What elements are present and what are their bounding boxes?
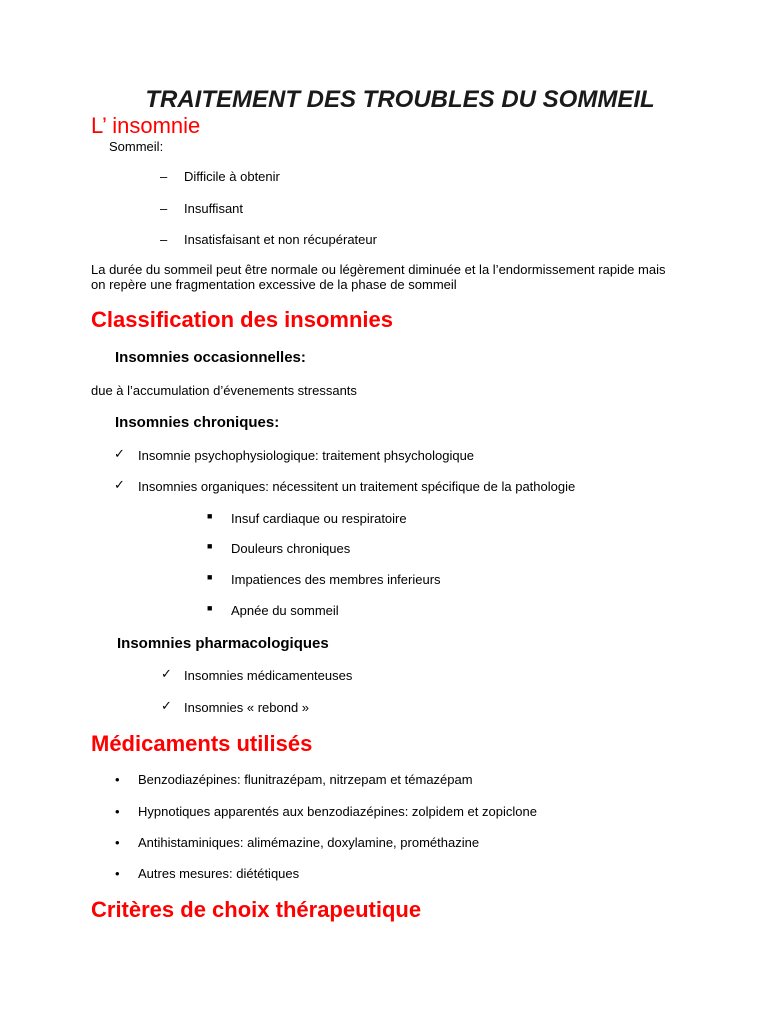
subheading-pharmacologiques: Insomnies pharmacologiques bbox=[117, 635, 329, 652]
checkmark-icon: ✓ bbox=[114, 477, 125, 492]
square-bullet-icon: ■ bbox=[207, 511, 213, 521]
list-item: Insomnies « rebond » bbox=[184, 700, 310, 715]
list-item: Insuffisant bbox=[184, 201, 244, 216]
round-bullet-icon: • bbox=[115, 804, 120, 819]
square-bullet-icon: ■ bbox=[207, 572, 213, 582]
section-heading-insomnie: L’ insomnie bbox=[91, 113, 201, 138]
dash-bullet: – bbox=[160, 169, 168, 184]
subheading-occasionnelles: Insomnies occasionnelles: bbox=[115, 349, 306, 366]
square-bullet-icon: ■ bbox=[207, 541, 213, 551]
dash-bullet: – bbox=[160, 201, 168, 216]
document-title: TRAITEMENT DES TROUBLES DU SOMMEIL bbox=[145, 86, 655, 113]
round-bullet-icon: • bbox=[115, 835, 120, 850]
list-item: Apnée du sommeil bbox=[231, 603, 339, 618]
section-heading-classification: Classification des insomnies bbox=[91, 307, 393, 332]
square-bullet-icon: ■ bbox=[207, 603, 213, 613]
list-item: Benzodiazépines: flunitrazépam, nitrzepam et témazépam bbox=[138, 772, 473, 787]
section-heading-medicaments: Médicaments utilisés bbox=[91, 731, 313, 756]
checkmark-icon: ✓ bbox=[161, 698, 172, 713]
paragraph-line: La durée du sommeil peut être normale ou légèrement diminuée et la l’endormissement rapide mais bbox=[91, 262, 666, 277]
checkmark-icon: ✓ bbox=[114, 446, 125, 461]
paragraph-line: on repère une fragmentation excessive de la phase de sommeil bbox=[91, 277, 457, 292]
list-item: Insuf cardiaque ou respiratoire bbox=[231, 511, 407, 526]
list-item: Impatiences des membres inferieurs bbox=[231, 572, 441, 587]
section-heading-criteres: Critères de choix thérapeutique bbox=[91, 897, 422, 922]
list-item: Antihistaminiques: alimémazine, doxylamine, prométhazine bbox=[138, 835, 480, 850]
round-bullet-icon: • bbox=[115, 772, 120, 787]
checkmark-icon: ✓ bbox=[161, 666, 172, 681]
dash-bullet: – bbox=[160, 232, 168, 247]
list-item: Insatisfaisant et non récupérateur bbox=[184, 232, 377, 247]
paragraph-line: due à l’accumulation d’évenements stressants bbox=[91, 383, 357, 398]
list-item: Douleurs chroniques bbox=[231, 541, 351, 556]
list-item: Insomnies organiques: nécessitent un traitement spécifique de la pathologie bbox=[138, 479, 576, 494]
round-bullet-icon: • bbox=[115, 866, 120, 881]
list-item: Autres mesures: diététiques bbox=[138, 866, 300, 881]
list-item: Difficile à obtenir bbox=[184, 169, 280, 184]
sommeil-label: Sommeil: bbox=[109, 139, 164, 154]
list-item: Hypnotiques apparentés aux benzodiazépines: zolpidem et zopiclone bbox=[138, 804, 537, 819]
subheading-chroniques: Insomnies chroniques: bbox=[115, 414, 280, 431]
list-item: Insomnie psychophysiologique: traitement phsychologique bbox=[138, 448, 475, 463]
list-item: Insomnies médicamenteuses bbox=[184, 668, 353, 683]
